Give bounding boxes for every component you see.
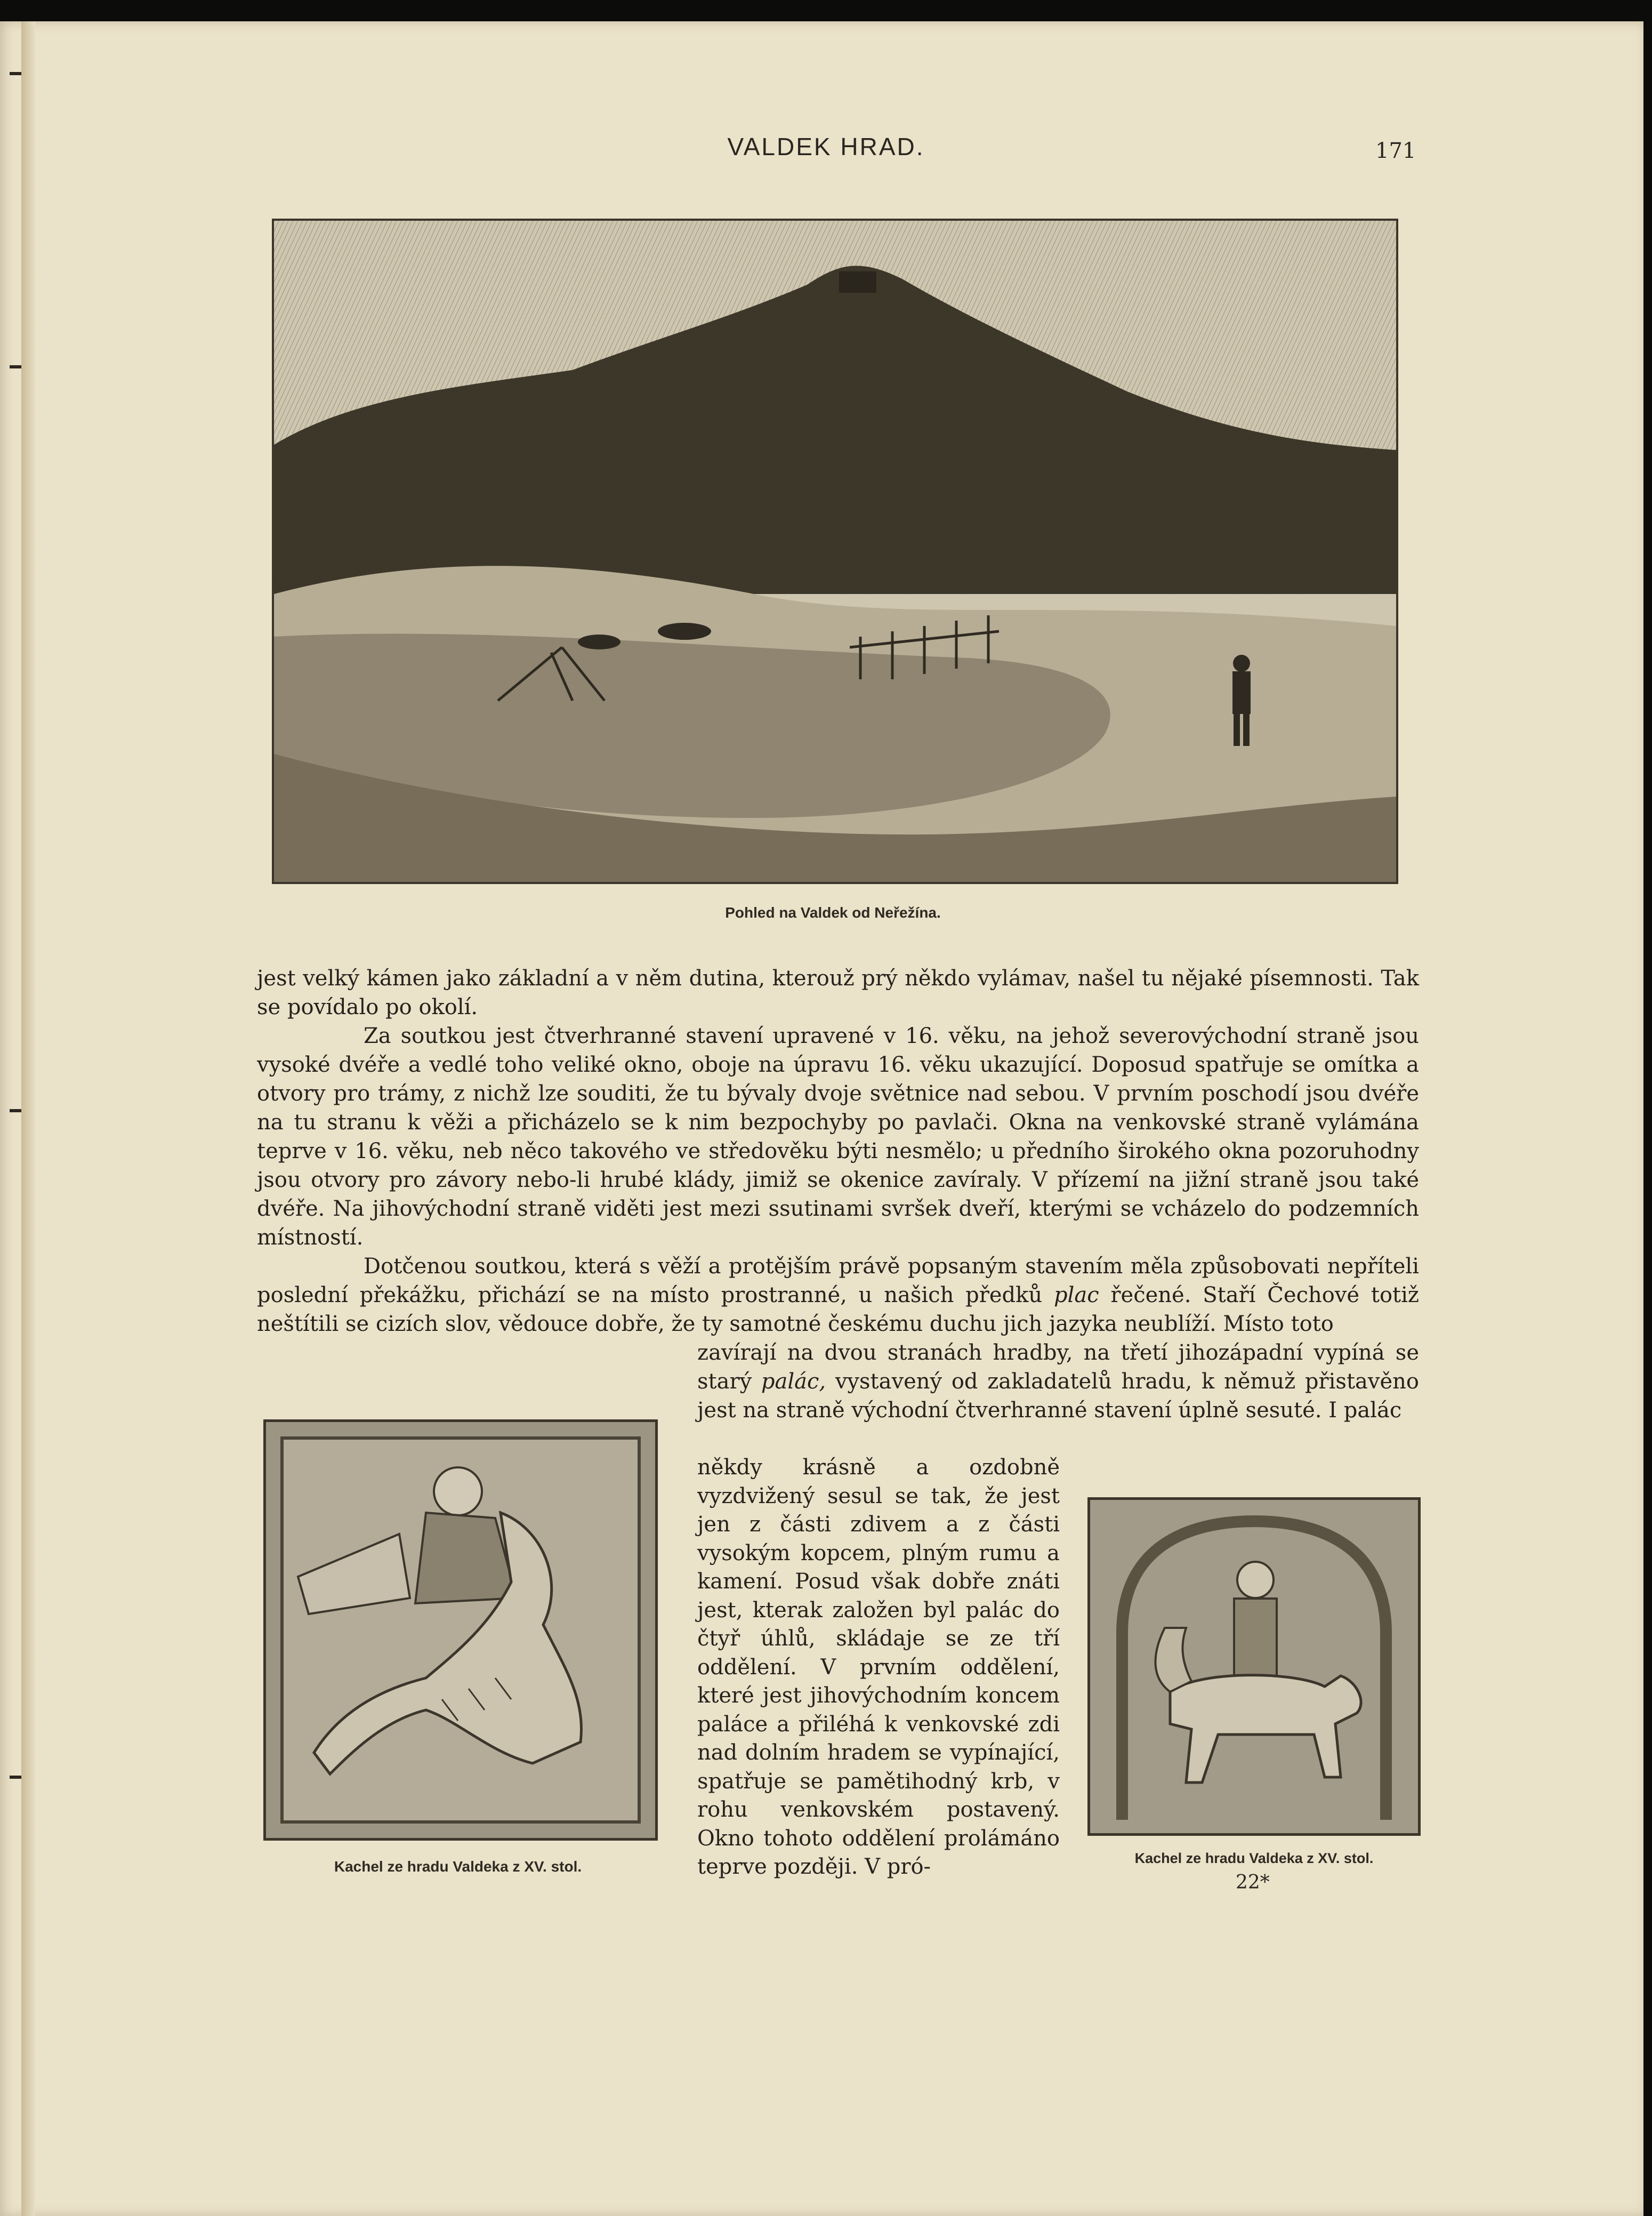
paragraph-4-text: zavírají na dvou stranách hradby, na třetí jihozápadní vypíná se starý bbox=[697, 1340, 1419, 1394]
edge-mark bbox=[10, 365, 21, 368]
edge-mark bbox=[10, 1109, 21, 1112]
edge-mark bbox=[10, 1776, 21, 1779]
landscape-illustration bbox=[274, 221, 1396, 882]
stove-tile-left-relief bbox=[266, 1422, 655, 1838]
landscape-engraving bbox=[272, 219, 1398, 884]
paragraph-5: někdy krásně a ozdobně vyzdvižený sesul se tak, že jest jen z části zdivem a z části vysokým kopcem, plným rumu a kamení. Posud však dobře znáti jest, kterak založen byl palác do čtyř úhlů, skládaje se ze tří oddělení. V prvním oddělení, které jest jihovýchodním koncem paláce a přiléhá k venkovské zdi nad dolním hradem se vypínající, spatřuje se pamětihodný krb, v rohu venkovském postavený. Okno tohoto oddělení prolámáno teprve později. V pró- bbox=[697, 1455, 1060, 1879]
paragraph-3-text: Dotčenou soutkou, která s věží a protějším právě popsaným stavením měla způsobovati nepříteli poslední překážku, přichází se na místo prostranné, u našich předků bbox=[257, 1254, 1419, 1307]
stove-tile-left-image bbox=[263, 1419, 658, 1841]
paragraph-4-italic-term: palác, bbox=[761, 1369, 826, 1394]
running-head: VALDEK HRAD. bbox=[727, 133, 925, 160]
sheet-signature: 22* bbox=[1236, 1872, 1270, 1893]
stove-tile-right-image bbox=[1087, 1497, 1421, 1836]
edge-mark bbox=[10, 72, 21, 75]
page-number: 171 bbox=[1375, 139, 1416, 163]
paragraph-4 bbox=[697, 1338, 1419, 1425]
stove-tile-right-caption: Kachel ze hradu Valdeka z XV. stol. bbox=[1134, 1850, 1374, 1866]
page-gutter bbox=[21, 21, 35, 2216]
paragraph-1: jest velký kámen jako základní a v něm dutina, kterouž prý někdo vylámav, našel tu nějaké písemnosti. Tak se povídalo po okolí. bbox=[257, 966, 1419, 1019]
landscape-caption: Pohled na Valdek od Neřežína. bbox=[725, 904, 941, 921]
stove-tile-right-relief bbox=[1090, 1500, 1418, 1833]
paragraph-3-text-cont: řečené. Staří Čechové totiž neštítili se cizích slov, vědouce dobře, že ty samotné českému duchu jich jazyka neublíží. Místo toto bbox=[257, 1283, 1419, 1336]
paragraph-4-text-cont: vystavený od zakladatelů hradu, k němuž přistavěno jest na straně východní čtverhranné stavení úplně sesuté. I palác bbox=[697, 1369, 1419, 1423]
paragraph-2: Za soutkou jest čtverhranné stavení upravené v 16. věku, na jehož severovýchodní straně jsou vysoké dvéře a vedlé toho veliké okno, oboje na úpravu 16. věku ukazující. Doposud spatřuje se omítka a otvory pro trámy, z nichž lze souditi, že tu bývaly dvoje světnice nad sebou. V prvním poschodí jsou dvéře na tu stranu k věži a přicházelo se k nim bezpochyby po pavlači. Okna na venkovské straně vylámána teprve v 16. věku, neb něco takového ve středověku býti nesmělo; u předního širokého okna pozoruhodny jsou otvory pro závory nebo-li hrubé klády, jimiž se okenice zavíraly. V přízemí na jižní straně jsou také dvéře. Na jihovýchodní straně viděti jest mezi ssutinami svršek dveří, kterými se vcházelo do podzemních místností. bbox=[257, 1024, 1419, 1250]
paragraph-3 bbox=[257, 1252, 1419, 1338]
paragraph-3-italic-term: plac bbox=[1053, 1283, 1099, 1307]
stove-tile-left-caption: Kachel ze hradu Valdeka z XV. stol. bbox=[334, 1858, 582, 1875]
